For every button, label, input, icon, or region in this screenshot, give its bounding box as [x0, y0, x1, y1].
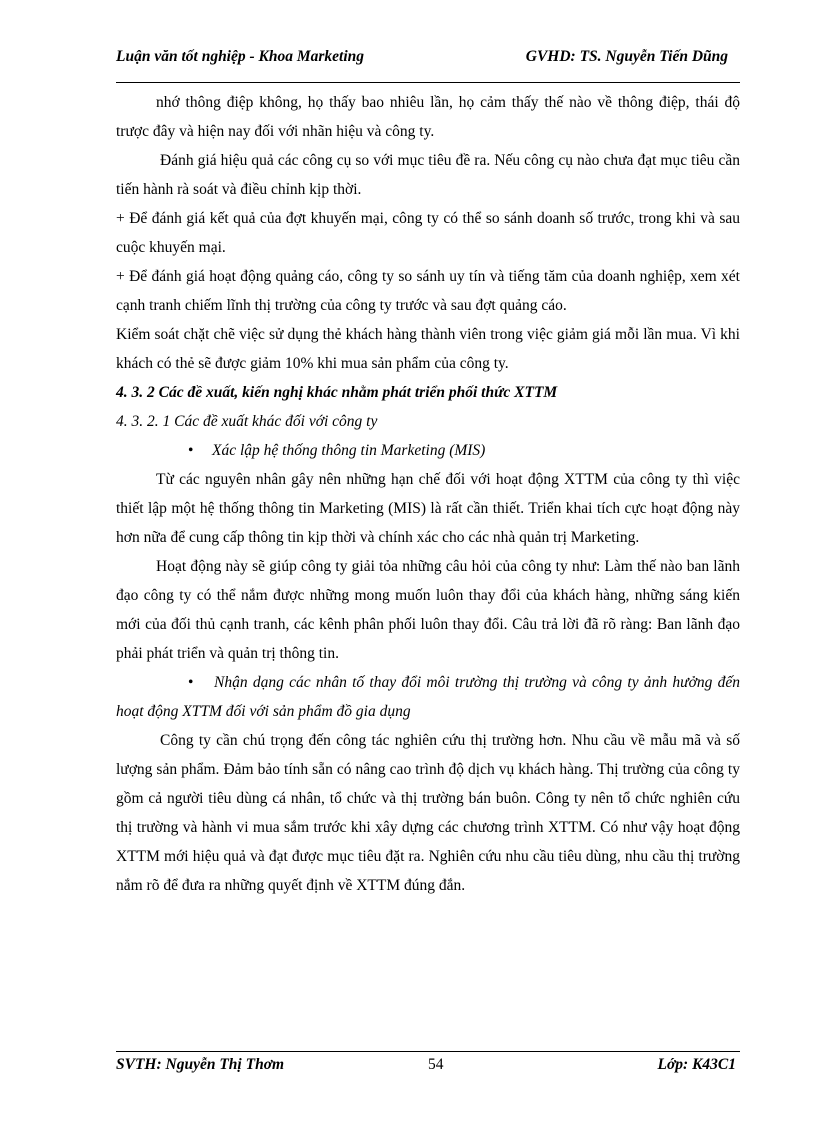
bullet-icon: • [188, 674, 194, 691]
paragraph-1: nhớ thông điệp không, họ thấy bao nhiêu lần, họ cảm thấy thế nào về thông điệp, thái độ trược đây và hiện nay đối với nhãn hiệu và công ty. [116, 94, 740, 140]
bullet-item-1 [116, 436, 740, 465]
subsection-heading: 4. 3. 2. 1 Các đề xuất khác đối với công ty [116, 413, 378, 430]
footer-rule [116, 1051, 740, 1052]
paragraph-7: Hoạt động này sẽ giúp công ty giải tỏa những câu hỏi của công ty như: Làm thế nào ban lãnh đạo công ty có thể nắm được những mong muốn luôn thay đổi của khách hàng, những sáng kiến mới của đối thủ cạnh tranh, các kênh phân phối luôn thay đổi. Câu trả lời đã rõ ràng: Ban lãnh đạo phải phát triển và quản trị thông tin. [116, 558, 740, 662]
page-number: 54 [428, 1056, 444, 1073]
bullet-text-2: Nhận dạng các nhân tố thay đổi môi trường thị trường và công ty ảnh hưởng đến hoạt động XTTM đối với sản phẩm đồ gia dụng [116, 674, 740, 720]
header-rule [116, 82, 740, 83]
footer-student: SVTH: Nguyễn Thị Thơm [116, 1056, 285, 1073]
bullet-item-2 [116, 668, 740, 726]
bullet-text-1: Xác lập hệ thống thông tin Marketing (MIS) [212, 442, 486, 459]
bullet-icon: • [188, 442, 194, 459]
paragraph-8: Công ty cần chú trọng đến công tác nghiên cứu thị trường hơn. Nhu cầu về mẫu mã và số lượng sản phẩm. Đảm bảo tính sẵn có nâng cao trình độ dịch vụ khách hàng. Thị trường của công ty gồm cả người tiêu dùng cá nhân, tổ chức và thị trường bán buôn. Công ty nên tổ chức nghiên cứu thị trường và hành vi mua sắm trước khi xây dựng các chương trình XTTM. Có như vậy hoạt động XTTM mới hiệu quả và đạt được mục tiêu đặt ra. Nghiên cứu nhu cầu tiêu dùng, nhu cầu thị trường nắm rõ để đưa ra những quyết định về XTTM đúng đắn. [116, 732, 740, 894]
header-advisor: GVHD: TS. Nguyễn Tiến Dũng [525, 48, 728, 65]
paragraph-5: Kiểm soát chặt chẽ việc sử dụng thẻ khách hàng thành viên trong việc giảm giá mỗi lần mua. Vì khi khách có thẻ sẽ được giảm 10% khi mua sản phẩm của công ty. [116, 326, 740, 372]
page-footer [116, 1056, 740, 1078]
footer-class: Lớp: K43C1 [657, 1056, 736, 1073]
paragraph-4: + Để đánh giá hoạt động quảng cáo, công ty so sánh uy tín và tiếng tăm của doanh nghiệp, xem xét cạnh tranh chiếm lĩnh thị trường của công ty trước và sau đợt quảng cáo. [116, 268, 740, 314]
paragraph-6: Từ các nguyên nhân gây nên những hạn chế đối với hoạt động XTTM của công ty thì việc thiết lập một hệ thống thông tin Marketing (MIS) là rất cần thiết. Triển khai tích cực hoạt động này hơn nữa để cung cấp thông tin kịp thời và chính xác cho các nhà quản trị Marketing. [116, 471, 740, 546]
paragraph-3: + Để đánh giá kết quả của đợt khuyến mại, công ty có thể so sánh doanh số trước, trong khi và sau cuộc khuyến mại. [116, 210, 740, 256]
header-thesis-title: Luận văn tốt nghiệp - Khoa Marketing [116, 48, 365, 65]
page-header [116, 48, 740, 70]
page-body [116, 88, 740, 900]
section-heading: 4. 3. 2 Các đề xuất, kiến nghị khác nhằm phát triển phối thức XTTM [116, 384, 558, 401]
paragraph-2: Đánh giá hiệu quả các công cụ so với mục tiêu đề ra. Nếu công cụ nào chưa đạt mục tiêu cần tiến hành rà soát và điều chỉnh kịp thời. [116, 152, 740, 198]
